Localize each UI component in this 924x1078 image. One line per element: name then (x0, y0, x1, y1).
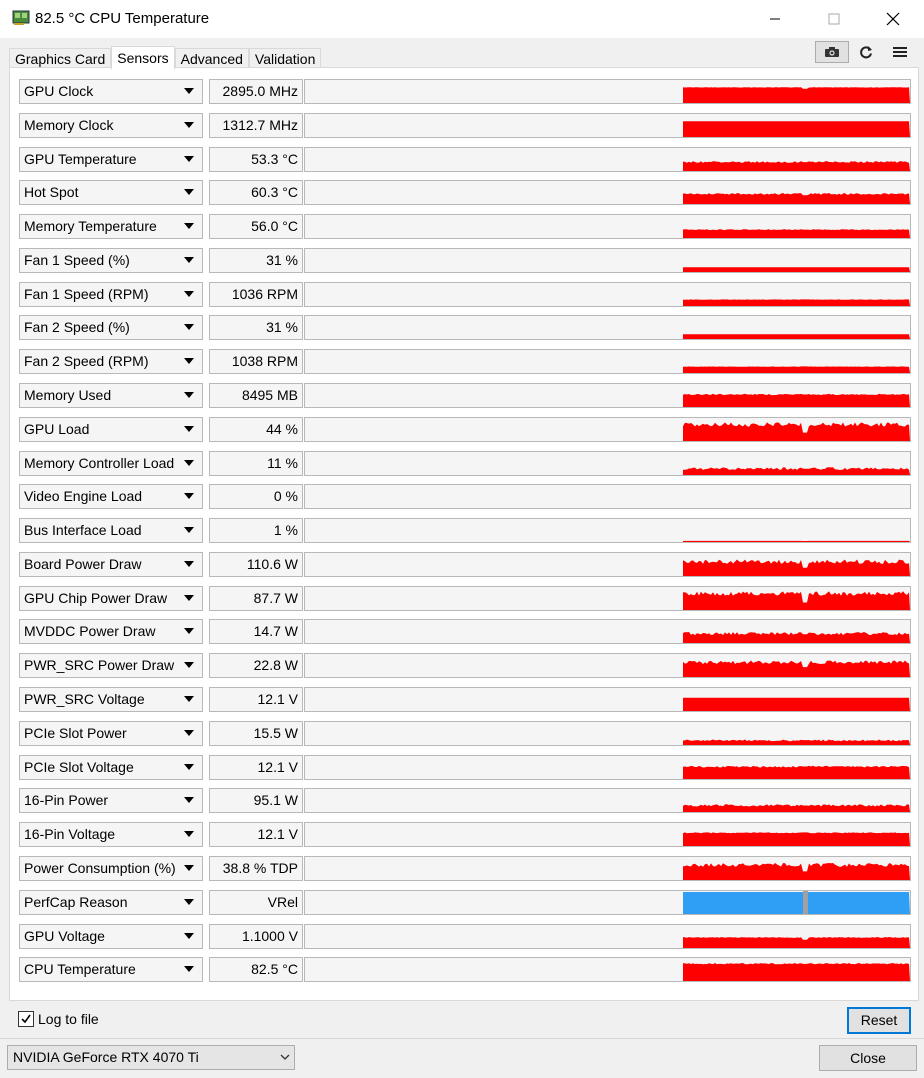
sensor-select[interactable] (19, 890, 203, 915)
sensor-value: 31 % (209, 315, 303, 340)
dropdown-arrow-icon (184, 493, 194, 499)
sensor-graph (304, 755, 911, 780)
dropdown-arrow-icon (184, 831, 194, 837)
sensor-row-power-consumption (19, 856, 919, 881)
sensor-history-area (683, 366, 910, 373)
sensor-history-area (683, 937, 910, 948)
close-window-button[interactable] (864, 0, 922, 38)
sensor-graph (304, 315, 911, 340)
sensor-history-area (683, 193, 910, 204)
dropdown-arrow-icon (184, 797, 194, 803)
refresh-icon (859, 45, 873, 59)
dropdown-arrow-icon (184, 764, 194, 770)
sensor-row-gpu-temperature (19, 147, 919, 172)
dropdown-arrow-icon (184, 527, 194, 533)
sensor-history-plot (305, 958, 910, 981)
sensor-history-plot (305, 789, 910, 812)
sensor-graph (304, 349, 911, 374)
sensor-row-pcie-slot-voltage (19, 755, 919, 780)
sensor-value: 1 % (209, 518, 303, 543)
screenshot-button[interactable] (815, 41, 849, 63)
sensor-value: 12.1 V (209, 822, 303, 847)
sensor-label: 16-Pin Voltage (24, 826, 116, 842)
sensor-value: 14.7 W (209, 619, 303, 644)
sensor-history-plot (305, 148, 910, 171)
sensor-label: PWR_SRC Voltage (24, 691, 145, 707)
sensor-value: 11 % (209, 451, 303, 476)
sensor-graph (304, 957, 911, 982)
sensor-history-area (683, 121, 910, 137)
tab-sensors[interactable]: Sensors (111, 46, 174, 70)
sensor-history-area (683, 661, 910, 678)
sensor-value: 22.8 W (209, 653, 303, 678)
sensor-label: Fan 2 Speed (RPM) (24, 353, 149, 369)
sensor-history-plot (305, 418, 910, 441)
sensor-history-plot (305, 688, 910, 711)
sensor-label: GPU Chip Power Draw (24, 590, 168, 606)
sensor-graph (304, 79, 911, 104)
sensor-history-area (683, 422, 910, 441)
sensor-value: 15.5 W (209, 721, 303, 746)
hamburger-menu-icon (893, 46, 907, 58)
sensor-label: Memory Temperature (24, 218, 157, 234)
sensor-select[interactable] (19, 856, 203, 881)
close-icon (886, 12, 900, 26)
sensor-row-video-engine-load (19, 484, 919, 509)
sensor-history-plot (305, 249, 910, 272)
sensor-history-plot (305, 181, 910, 204)
sensor-row-gpu-load (19, 417, 919, 442)
sensor-history-area (683, 334, 910, 339)
sensor-select[interactable] (19, 315, 203, 340)
sensor-select[interactable] (19, 349, 203, 374)
sensor-label: Memory Clock (24, 117, 114, 133)
maximize-button[interactable] (805, 0, 863, 38)
sensor-history-area (683, 892, 910, 914)
sensor-history-area (683, 87, 910, 103)
sensor-row-pwr-src-power-draw (19, 653, 919, 678)
chevron-down-icon (280, 1054, 290, 1061)
sensor-select[interactable] (19, 924, 203, 949)
perfcap-idle-segment (803, 891, 808, 914)
sensor-row-fan-1-speed (19, 248, 919, 273)
sensor-graph (304, 484, 911, 509)
sensor-row-gpu-clock (19, 79, 919, 104)
sensor-history-area (683, 766, 910, 779)
sensor-history-area (683, 229, 910, 238)
sensor-graph (304, 856, 911, 881)
sensor-history-plot (305, 857, 910, 880)
sensor-history-plot (305, 587, 910, 610)
log-to-file-label: Log to file (38, 1011, 99, 1027)
dropdown-arrow-icon (184, 933, 194, 939)
sensor-value: 110.6 W (209, 552, 303, 577)
sensor-select[interactable] (19, 822, 203, 847)
sensor-row-fan-1-speed-rpm (19, 282, 919, 307)
sensor-select[interactable] (19, 147, 203, 172)
sensor-history-plot (305, 215, 910, 238)
sensor-row-16-pin-voltage (19, 822, 919, 847)
dropdown-arrow-icon (184, 730, 194, 736)
minimize-button[interactable] (746, 0, 804, 38)
sensor-row-memory-used (19, 383, 919, 408)
sensor-value: 95.1 W (209, 788, 303, 813)
sensor-value: 1038 RPM (209, 349, 303, 374)
sensor-row-memory-temperature (19, 214, 919, 239)
sensor-row-pwr-src-voltage (19, 687, 919, 712)
tab-graphics-card[interactable]: Graphics Card (9, 48, 111, 69)
sensor-label: PWR_SRC Power Draw (24, 657, 175, 673)
tab-bar (9, 46, 321, 68)
sensor-graph (304, 653, 911, 678)
sensor-value: 12.1 V (209, 687, 303, 712)
device-select[interactable] (7, 1045, 295, 1070)
maximize-icon (828, 13, 840, 25)
sensor-select[interactable] (19, 653, 203, 678)
sensor-history-plot (305, 823, 910, 846)
sensor-label: PerfCap Reason (24, 894, 128, 910)
sensor-value: 87.7 W (209, 586, 303, 611)
sensor-history-area (683, 560, 910, 577)
sensor-value: 38.8 % TDP (209, 856, 303, 881)
sensor-value: 0 % (209, 484, 303, 509)
sensor-select[interactable] (19, 282, 203, 307)
dropdown-arrow-icon (184, 156, 194, 162)
sensor-history-area (683, 541, 910, 542)
sensor-value: 12.1 V (209, 755, 303, 780)
sensor-graph (304, 687, 911, 712)
sensor-label: Video Engine Load (24, 488, 143, 504)
sensor-row-bus-interface-load (19, 518, 919, 543)
sensor-history-plot (305, 452, 910, 475)
sensor-history-plot (305, 485, 910, 508)
sensor-graph (304, 518, 911, 543)
sensor-select[interactable] (19, 721, 203, 746)
sensor-label: GPU Load (24, 421, 90, 437)
dropdown-arrow-icon (184, 324, 194, 330)
sensor-row-16-pin-power (19, 788, 919, 813)
dropdown-arrow-icon (184, 696, 194, 702)
sensor-value: 53.3 °C (209, 147, 303, 172)
sensor-select[interactable] (19, 957, 203, 982)
dropdown-arrow-icon (184, 122, 194, 128)
sensor-history-area (683, 394, 910, 407)
dropdown-arrow-icon (184, 291, 194, 297)
log-to-file-checkbox[interactable] (18, 1011, 34, 1027)
sensor-history-plot (305, 891, 910, 914)
sensor-label: CPU Temperature (24, 961, 136, 977)
log-to-file[interactable] (18, 1011, 99, 1027)
window-title: 82.5 °C CPU Temperature (35, 10, 210, 27)
sensor-value: 31 % (209, 248, 303, 273)
sensor-select[interactable] (19, 518, 203, 543)
sensor-history-area (683, 632, 910, 643)
sensor-label: Bus Interface Load (24, 522, 142, 538)
sensor-label: GPU Voltage (24, 928, 105, 944)
menu-button[interactable] (888, 41, 912, 63)
sensor-row-hot-spot (19, 180, 919, 205)
sensor-row-cpu-temperature (19, 957, 919, 982)
sensor-row-fan-2-speed-rpm (19, 349, 919, 374)
sensor-history-area (683, 161, 910, 171)
sensor-select[interactable] (19, 687, 203, 712)
sensor-graph (304, 788, 911, 813)
dropdown-arrow-icon (184, 189, 194, 195)
dropdown-arrow-icon (184, 358, 194, 364)
sensor-history-area (683, 267, 910, 272)
sensor-history-area (683, 963, 910, 981)
sensor-select[interactable] (19, 552, 203, 577)
sensor-graph (304, 451, 911, 476)
dropdown-arrow-icon (184, 966, 194, 972)
sensor-history-area (683, 467, 910, 475)
sensor-select[interactable] (19, 180, 203, 205)
sensor-select[interactable] (19, 383, 203, 408)
sensor-graph (304, 113, 911, 138)
sensor-value: 44 % (209, 417, 303, 442)
sensor-graph (304, 248, 911, 273)
checkmark-icon (20, 1013, 32, 1025)
sensor-row-memory-controller-load (19, 451, 919, 476)
dropdown-arrow-icon (184, 865, 194, 871)
sensor-row-board-power-draw (19, 552, 919, 577)
sensor-row-perfcap-reason (19, 890, 919, 915)
sensor-label: Fan 1 Speed (RPM) (24, 286, 149, 302)
sensor-label: Hot Spot (24, 184, 79, 200)
sensor-graph (304, 586, 911, 611)
sensor-label: Board Power Draw (24, 556, 142, 572)
sensors-panel (9, 67, 919, 1001)
sensor-select[interactable] (19, 484, 203, 509)
camera-icon (824, 46, 840, 58)
sensor-history-plot (305, 316, 910, 339)
sensor-row-gpu-voltage (19, 924, 919, 949)
sensor-row-mvddc-power-draw (19, 619, 919, 644)
sensor-history-plot (305, 722, 910, 745)
tab-advanced[interactable]: Advanced (175, 48, 249, 69)
refresh-button[interactable] (855, 41, 877, 63)
sensor-label: Memory Used (24, 387, 112, 403)
sensor-row-gpu-chip-power-draw (19, 586, 919, 611)
sensor-history-area (683, 591, 910, 610)
sensor-label: GPU Temperature (24, 151, 137, 167)
sensor-value: 1.1000 V (209, 924, 303, 949)
dropdown-arrow-icon (184, 460, 194, 466)
sensor-select[interactable] (19, 586, 203, 611)
sensor-row-fan-2-speed (19, 315, 919, 340)
sensor-label: PCIe Slot Voltage (24, 759, 134, 775)
sensor-history-area (683, 863, 910, 880)
dropdown-arrow-icon (184, 561, 194, 567)
sensor-history-plot (305, 519, 910, 542)
tab-validation[interactable]: Validation (249, 48, 321, 69)
sensor-select[interactable] (19, 451, 203, 476)
close-button[interactable]: Close (819, 1045, 917, 1071)
sensor-graph (304, 721, 911, 746)
sensor-history-plot (305, 384, 910, 407)
sensor-select[interactable] (19, 619, 203, 644)
sensor-history-plot (305, 553, 910, 576)
sensor-select[interactable] (19, 248, 203, 273)
sensor-select[interactable] (19, 755, 203, 780)
dropdown-arrow-icon (184, 899, 194, 905)
sensor-history-area (683, 832, 910, 846)
sensor-history-plot (305, 756, 910, 779)
sensor-select[interactable] (19, 214, 203, 239)
dropdown-arrow-icon (184, 88, 194, 94)
sensor-label: Power Consumption (%) (24, 860, 176, 876)
sensor-history-plot (305, 925, 910, 948)
sensor-history-plot (305, 80, 910, 103)
sensor-history-area (683, 698, 910, 711)
sensor-label: GPU Clock (24, 83, 94, 99)
sensor-history-area (683, 299, 910, 306)
sensor-value: 60.3 °C (209, 180, 303, 205)
dropdown-arrow-icon (184, 628, 194, 634)
sensor-graph (304, 147, 911, 172)
title-bar (0, 0, 924, 38)
sensor-value: 1312.7 MHz (209, 113, 303, 138)
sensor-label: Fan 2 Speed (%) (24, 319, 130, 335)
sensor-history-plot (305, 620, 910, 643)
sensor-select[interactable] (19, 79, 203, 104)
sensor-label: Fan 1 Speed (%) (24, 252, 130, 268)
sensor-history-area (683, 804, 910, 812)
sensor-value: 82.5 °C (209, 957, 303, 982)
dropdown-arrow-icon (184, 257, 194, 263)
sensor-label: MVDDC Power Draw (24, 623, 156, 639)
dropdown-arrow-icon (184, 662, 194, 668)
sensor-row-pcie-slot-power (19, 721, 919, 746)
device-select-value: NVIDIA GeForce RTX 4070 Ti (13, 1049, 199, 1065)
sensor-value: 56.0 °C (209, 214, 303, 239)
sensor-history-plot (305, 654, 910, 677)
sensor-value: VRel (209, 890, 303, 915)
sensor-history-plot (305, 350, 910, 373)
sensor-label: PCIe Slot Power (24, 725, 127, 741)
sensor-value: 1036 RPM (209, 282, 303, 307)
sensor-graph (304, 214, 911, 239)
sensor-graph (304, 282, 911, 307)
sensor-graph (304, 383, 911, 408)
sensor-history-area (683, 740, 910, 746)
sensor-value: 2895.0 MHz (209, 79, 303, 104)
sensor-graph (304, 619, 911, 644)
sensor-select[interactable] (19, 788, 203, 813)
sensor-graph (304, 822, 911, 847)
dropdown-arrow-icon (184, 595, 194, 601)
sensor-graph (304, 890, 911, 915)
sensor-label: 16-Pin Power (24, 792, 109, 808)
dropdown-arrow-icon (184, 392, 194, 398)
sensor-graph (304, 552, 911, 577)
sensor-value: 8495 MB (209, 383, 303, 408)
minimize-icon (769, 13, 781, 25)
divider (0, 1038, 924, 1039)
dropdown-arrow-icon (184, 223, 194, 229)
dropdown-arrow-icon (184, 426, 194, 432)
sensor-graph (304, 924, 911, 949)
sensor-history-plot (305, 283, 910, 306)
sensor-graph (304, 180, 911, 205)
sensor-history-plot (305, 114, 910, 137)
reset-button[interactable]: Reset (847, 1007, 911, 1034)
sensor-row-memory-clock (19, 113, 919, 138)
sensor-graph (304, 417, 911, 442)
sensor-select[interactable] (19, 417, 203, 442)
gpu-card-icon (12, 10, 30, 26)
sensor-label: Memory Controller Load (24, 455, 175, 471)
sensor-select[interactable] (19, 113, 203, 138)
